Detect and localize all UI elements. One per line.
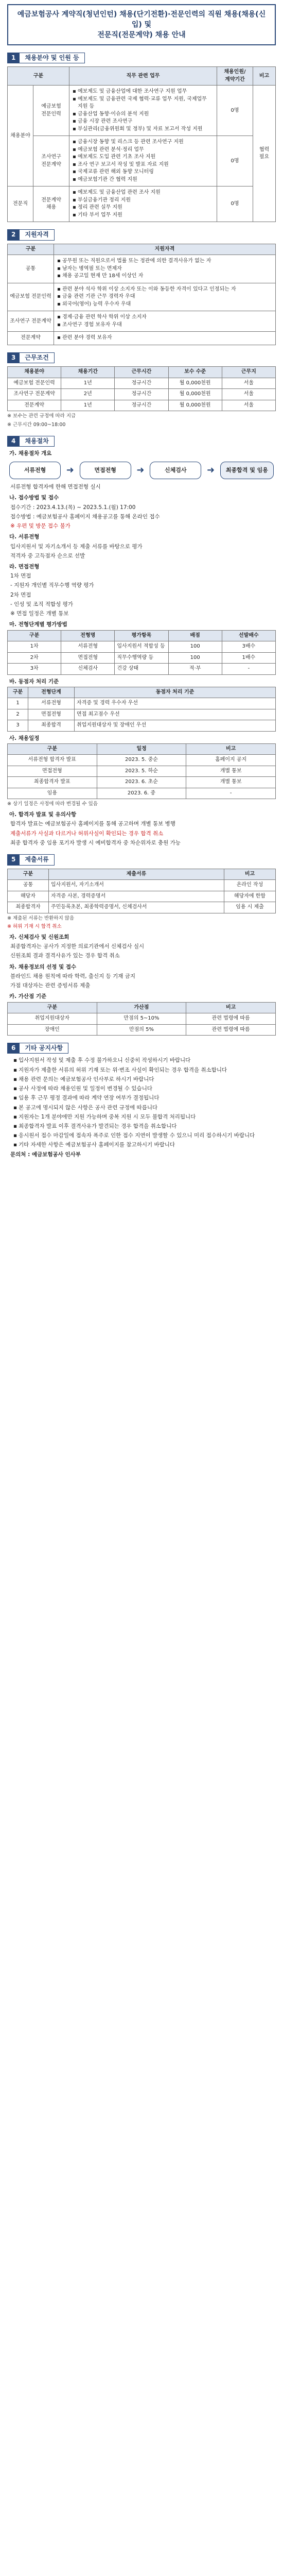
table-cell: 최종합격자 (8, 902, 49, 913)
table-cell: 3 (8, 720, 28, 732)
list-item: ▪ 관련 분야 석사 학위 이상 소지자 또는 이와 동등한 자격이 있다고 인정되는 자 (62, 286, 273, 294)
table-header: 가산점 (97, 1002, 186, 1013)
table-cell: 취업지원대상자 및 장애인 우선 (75, 720, 276, 732)
subheading: 마. 전형단계별 평가방법 (9, 621, 67, 628)
table-cell: 협력 필요 (253, 86, 276, 222)
list-item: ▪ 예금보험기관 간 협력 지원 (78, 176, 215, 184)
table-header: 일정 (97, 743, 186, 755)
subheading: 카. 가산점 기준 (9, 993, 47, 1000)
title-box (7, 4, 276, 45)
arrow-right-icon: ➜ (136, 465, 145, 476)
section-title: 채용절차 (20, 436, 54, 447)
process-flow (9, 462, 274, 479)
table-header: 채용기간 (61, 367, 115, 378)
table-header: 비고 (186, 743, 276, 755)
table-header: 구분 (8, 687, 28, 698)
table-cell: 0명 (217, 187, 253, 222)
table-cell: 1년 (61, 400, 115, 411)
section-header (7, 53, 276, 63)
list-item: ▪ 국제교류 관련 해외 동향 모니터링 (78, 168, 215, 176)
table-cell: 조사연구 전문계약 (8, 389, 61, 400)
table-cell: - (186, 788, 276, 799)
list-item: ▪ 조사 연구 보고서 작성 및 발표 자료 지원 (78, 161, 215, 169)
subheading: 라. 면접전형 (9, 564, 40, 570)
section-title: 제출서류 (20, 854, 54, 865)
table-header: 구분 (8, 1002, 97, 1013)
table-row (8, 880, 276, 891)
table-row (8, 698, 276, 709)
section-header (7, 229, 276, 240)
table-header: 보수 수준 (168, 367, 222, 378)
list-item: ▪ 응시원서 접수 마감일에 접속자 폭주로 인한 접수 지연이 발생할 수 있으니 미리 접수하시기 바랍니다 (19, 1132, 276, 1140)
page-title-line1: 예금보험공사 계약직(청년인턴) 채용(단기전환)·전문인력의 직원 채용(채용(신입) 및 (17, 10, 266, 29)
table-cell: 월 0,000천원 (168, 389, 222, 400)
list-item: ▪ 금융시장 동향 및 리스크 등 관련 조사연구 지원 (78, 139, 215, 146)
table-cell: 0명 (217, 86, 253, 136)
arrow-right-icon: ➜ (207, 465, 215, 476)
table-row (8, 332, 276, 345)
table-row (8, 389, 276, 400)
table-cell: 100 (168, 641, 222, 653)
table-cell: 임용 시 제출 (224, 902, 276, 913)
table-cell: 0명 (217, 136, 253, 187)
table-cell: 전문계약 (8, 400, 61, 411)
list-item: ▪ 예보제도 및 금융산업에 대한 조사연구 지원 업무 (78, 88, 215, 96)
table-cell (54, 332, 276, 345)
qual-list (56, 258, 273, 280)
table-row (8, 255, 276, 283)
table-row (8, 1013, 276, 1025)
table-cell: 예금보험 전문인력 (8, 378, 61, 389)
list-item: ▪ 지원자가 제출한 서류의 허위 기재 또는 위·변조 사실이 확인되는 경우 합격을 취소합니다 (19, 1066, 276, 1074)
table-row (8, 187, 276, 222)
flow-step: 최종합격 및 임용 (220, 462, 274, 479)
table-cell: 서류전형 (28, 698, 75, 709)
paragraph: 접수방법 : 예금보험공사 홈페이지 채용공고를 통해 온라인 접수 (10, 513, 160, 520)
qualification-table (7, 244, 276, 345)
table-cell: 면접 최고점수 우선 (75, 709, 276, 720)
paragraph: 2차 면접 (10, 591, 31, 598)
schedule-table (7, 743, 276, 800)
list-item: ▪ 예보제도 및 금융산업 관련 조사 지원 (78, 189, 215, 197)
note: ※ 제출된 서류는 반환하지 않음 (7, 915, 75, 921)
duty-list (72, 88, 215, 133)
table-cell: 주민등록초본, 최종학력증명서, 신체검사서 (49, 902, 224, 913)
table-cell: 해당자에 한함 (224, 891, 276, 902)
list-item: ▪ 공사 사정에 따라 채용인원 및 일정이 변경될 수 있습니다 (19, 1085, 276, 1093)
table-header: 전형단계 (28, 687, 75, 698)
table-cell: 면접전형 (8, 766, 97, 777)
table-cell: 면접전형 (28, 709, 75, 720)
section-2 (7, 229, 276, 345)
table-cell: 관련 법령에 따름 (186, 1013, 276, 1025)
table-header: 근무시간 (115, 367, 168, 378)
page-title-line2: 전문직(전문계약) 채용 안내 (97, 31, 186, 39)
list-item: ▪ 부실관리(금융위원회 및 정부) 및 자료 보고서 작성 지원 (78, 126, 215, 133)
table-cell: 장애인 (8, 1024, 97, 1036)
paragraph: ※ 면접 일정은 개별 통보 (10, 611, 69, 617)
paragraph: 1차 면접 (10, 573, 31, 580)
list-item: ▪ 조사연구 경험 보유자 우대 (62, 321, 273, 329)
table-cell: 정규시간 (115, 389, 168, 400)
table-cell: 입사지원서, 자기소개서 (49, 880, 224, 891)
table-cell: 채용분야 (8, 86, 33, 187)
arrow-right-icon: ➜ (66, 465, 74, 476)
table-cell: 1 (8, 698, 28, 709)
flow-step: 면접전형 (80, 462, 131, 479)
table-header: 직무 관련 업무 (69, 67, 217, 86)
table-cell: 3차 (8, 664, 61, 675)
section-number: 6 (7, 1043, 20, 1054)
section-number: 1 (7, 53, 20, 63)
tie-break-table (7, 687, 276, 732)
section-header (7, 436, 276, 447)
table-cell: 최종합격자 발표 (8, 777, 97, 788)
table-row (8, 400, 276, 411)
table-cell: 2 (8, 709, 28, 720)
list-item: ▪ 금융 시장 관련 조사연구 (78, 118, 215, 126)
table-cell: 적·부 (168, 664, 222, 675)
work-condition-table (7, 366, 276, 411)
table-cell: 100 (168, 652, 222, 664)
table-cell: 자격증 사본, 경력증명서 (49, 891, 224, 902)
table-cell: 임용 (8, 788, 97, 799)
subheading: 바. 동점자 처리 기준 (9, 678, 59, 685)
section-3 (7, 352, 276, 429)
section-6 (7, 1043, 276, 1159)
table-header: 비고 (224, 869, 276, 880)
table-header: 근무지 (222, 367, 275, 378)
subheading: 차. 채용정보의 선정 및 접수 (9, 963, 77, 970)
table-cell: 해당자 (8, 891, 49, 902)
section-number: 3 (7, 352, 20, 363)
notice-list (7, 1057, 276, 1149)
list-item: ▪ 금융산업 동향·이슈의 분석 지원 (78, 111, 215, 118)
table-header: 동점자 처리 기준 (75, 687, 276, 698)
table-header: 구분 (8, 630, 61, 641)
list-item: ▪ 부실금융기관 정리 지원 (78, 197, 215, 205)
table-row (8, 283, 276, 311)
list-item: ▪ 예금보험 관련 분석·정리 업무 (78, 146, 215, 154)
table-cell (54, 311, 276, 332)
table-cell: 조사연구 전문계약 (33, 136, 69, 187)
paragraph: 제출서류가 사실과 다르거나 허위사실이 확인되는 경우 합격 취소 (10, 830, 164, 837)
section-header (7, 352, 276, 363)
table-header: 배점 (168, 630, 222, 641)
table-header: 선발배수 (222, 630, 275, 641)
section-5 (7, 854, 276, 1036)
table-cell: 개별 통보 (186, 766, 276, 777)
list-item: ▪ 예보제도 도입 관련 기초 조사 지원 (78, 154, 215, 161)
table-cell: 공통 (8, 255, 54, 283)
qual-list (56, 286, 273, 309)
table-cell: 정규시간 (115, 378, 168, 389)
list-item: ▪ 채용 관련 문의는 예금보험공사 인사부로 하시기 바랍니다 (19, 1076, 276, 1083)
table-cell (54, 255, 276, 283)
subheading: 나. 접수방법 및 접수 (9, 495, 59, 501)
table-row (8, 652, 276, 664)
list-item: ▪ 기타 자세한 사항은 예금보험공사 홈페이지를 참고하시기 바랍니다 (19, 1141, 276, 1149)
table-cell: 신체검사 (61, 664, 115, 675)
table-cell: 1차 (8, 641, 61, 653)
list-item: ▪ 지원자는 1개 분야에만 지원 가능하며 중복 지원 시 모두 불합격 처리됩니다 (19, 1113, 276, 1121)
table-cell: 예금보험 전문인력 (33, 86, 69, 136)
table-cell: 2023. 5. 하순 (97, 766, 186, 777)
flow-step: 서류전형 (9, 462, 61, 479)
table-cell: 서울 (222, 378, 275, 389)
section-header (7, 854, 276, 865)
list-item: ▪ 예보제도 및 금융관련 국제 협력·교류 업무 지원, 국제업무 지원 등 (78, 96, 215, 111)
table-row (8, 755, 276, 766)
table-header: 지원자격 (54, 244, 276, 255)
paragraph: 입사지원서 및 자기소개서 등 제출 서류를 바탕으로 평가 (10, 543, 143, 550)
section-4 (7, 436, 276, 847)
table-row (8, 891, 276, 902)
paragraph: 블라인드 채용 원칙에 따라 학력, 출신지 등 기재 금지 (10, 973, 136, 979)
table-header: 비고 (253, 67, 276, 86)
table-cell (54, 283, 276, 311)
section-1 (7, 53, 276, 222)
table-row (8, 709, 276, 720)
table-header: 구분 (8, 743, 97, 755)
table-header: 평가항목 (115, 630, 168, 641)
table-cell (69, 86, 217, 136)
table-row (8, 720, 276, 732)
section-title: 지원자격 (20, 229, 54, 240)
table-cell: 자격증 및 경력 우수자 우선 (75, 698, 276, 709)
list-item: ▪ 공무원 또는 직원으로서 법률 또는 정관에 의한 결격사유가 없는 자 (62, 258, 273, 265)
table-row (8, 641, 276, 653)
table-row (8, 777, 276, 788)
table-cell: 취업지원대상자 (8, 1013, 97, 1025)
subheading: 다. 서류전형 (9, 534, 40, 540)
duty-list (72, 139, 215, 183)
table-cell: 입사지원서 적합성 등 (115, 641, 168, 653)
list-item: ▪ 채용 공고일 현재 만 18세 이상인 자 (62, 273, 273, 280)
paragraph: 적격자 중 고득점자 순으로 선발 (10, 552, 85, 559)
list-item: ▪ 임용 후 근무 평정 결과에 따라 계약 연장 여부가 결정됩니다 (19, 1094, 276, 1102)
table-cell: 면접전형 (61, 652, 115, 664)
paragraph: - 인성 및 조직 적합성 평가 (10, 601, 73, 607)
list-item: ▪ 외국어(영어) 능력 우수자 우대 (62, 301, 273, 309)
table-row (8, 1024, 276, 1036)
flow-step: 신체검사 (150, 462, 201, 479)
qual-list (56, 314, 273, 329)
table-cell: 3배수 (222, 641, 275, 653)
table-row (8, 766, 276, 777)
table-cell: - (222, 664, 275, 675)
table-cell: 서류전형 (61, 641, 115, 653)
paragraph: 최종합격자는 공사가 지정한 의료기관에서 신체검사 실시 (10, 943, 145, 950)
evaluation-table (7, 630, 276, 675)
table-cell: 관련 법령에 따름 (186, 1024, 276, 1036)
paragraph: 합격자 발표는 예금보험공사 홈페이지를 통해 공고하며 개별 통보 병행 (10, 821, 175, 827)
paragraph: 신원조회 결과 결격사유가 있는 경우 합격 취소 (10, 953, 120, 959)
list-item: ▪ 최종합격자 발표 이후 결격사유가 발견되는 경우 합격을 취소합니다 (19, 1123, 276, 1130)
table-cell: 서울 (222, 389, 275, 400)
paragraph: 최종 합격자 중 임용 포기자 발생 시 예비합격자 중 차순위자로 충원 가능 (10, 839, 181, 846)
note: ※ 근무시간 09:00~18:00 (7, 421, 66, 428)
paragraph: - 지원자 개인별 직무수행 역량 평가 (10, 582, 94, 589)
subheading: 가. 채용절차 개요 (9, 450, 52, 457)
qual-list (56, 334, 273, 342)
table-cell: 만점의 5% (97, 1024, 186, 1036)
table-cell: 전문계약 (8, 332, 54, 345)
list-item: ▪ 정리 관련 실무 지원 (78, 204, 215, 212)
table-row (8, 664, 276, 675)
table-header: 채용인원/계약기간 (217, 67, 253, 86)
section-title: 기타 공지사항 (20, 1043, 68, 1054)
list-item: ▪ 기타 부서 업무 지원 (78, 212, 215, 219)
subheading: 아. 합격자 발표 및 유의사항 (9, 811, 77, 818)
table-row (8, 86, 276, 136)
table-cell: 공통 (8, 880, 49, 891)
contact-info: 문의처 : 예금보험공사 인사부 (10, 1151, 81, 1158)
table-header: 구분 (8, 67, 69, 86)
table-header: 채용분야 (8, 367, 61, 378)
section-number: 2 (7, 229, 20, 240)
section-number: 4 (7, 436, 20, 447)
list-item: ▪ 남자는 병역필 또는 면제자 (62, 265, 273, 273)
table-cell: 2023. 6. 초순 (97, 777, 186, 788)
list-item: ▪ 금융 관련 기관 근무 경력자 우대 (62, 293, 273, 301)
table-header: 비고 (186, 1002, 276, 1013)
section-title: 채용분야 및 인원 등 (20, 53, 84, 63)
table-cell: 예금보험 전문인력 (8, 283, 54, 311)
table-cell: 전문직 (8, 187, 33, 222)
table-cell: 전문계약 채용 (33, 187, 69, 222)
table-cell: 직무수행역량 등 (115, 652, 168, 664)
table-cell: 정규시간 (115, 400, 168, 411)
paragraph: 가점 대상자는 관련 증빙서류 제출 (10, 982, 91, 989)
paragraph: 서류전형 합격자에 한해 면접전형 실시 (10, 484, 101, 490)
table-cell: 월 0,000천원 (168, 400, 222, 411)
table-cell: 건강 상태 (115, 664, 168, 675)
section-number: 5 (7, 854, 20, 865)
table-row (8, 311, 276, 332)
table-cell: 월 0,000천원 (168, 378, 222, 389)
table-cell: 2차 (8, 652, 61, 664)
table-row (8, 136, 276, 187)
recruit-field-table (7, 66, 276, 222)
table-cell: 1년 (61, 378, 115, 389)
list-item: ▪ 경제·금융 관련 학사 학위 이상 소지자 (62, 314, 273, 321)
table-cell: 온라인 작성 (224, 880, 276, 891)
table-cell: 서류전형 합격자 발표 (8, 755, 97, 766)
table-header: 구분 (8, 244, 54, 255)
bonus-table (7, 1002, 276, 1036)
table-header: 구분 (8, 869, 49, 880)
duty-list (72, 189, 215, 219)
table-row (8, 378, 276, 389)
note: ※ 상기 일정은 사정에 따라 변경될 수 있음 (7, 801, 98, 807)
table-cell: 개별 통보 (186, 777, 276, 788)
table-cell (69, 187, 217, 222)
paragraph: 접수기간 : 2023.4.13.(목) ~ 2023.5.1.(월) 17:00 (10, 504, 136, 511)
table-header: 제출서류 (49, 869, 224, 880)
table-cell: 2023. 6. 중 (97, 788, 186, 799)
table-cell (69, 136, 217, 187)
section-header (7, 1043, 276, 1054)
list-item: ▪ 관련 분야 경력 보유자 (62, 334, 273, 342)
table-cell: 2년 (61, 389, 115, 400)
table-cell: 만점의 5~10% (97, 1013, 186, 1025)
table-cell: 1배수 (222, 652, 275, 664)
note: ※ 허위 기재 시 합격 취소 (7, 924, 62, 930)
list-item: ▪ 본 공고에 명시되지 않은 사항은 공사 관련 규정에 따릅니다 (19, 1104, 276, 1112)
table-row (8, 788, 276, 799)
list-item: ▪ 입사지원서 작성 및 제출 후 수정 불가하오니 신중히 작성하시기 바랍니다 (19, 1057, 276, 1064)
table-row (8, 902, 276, 913)
table-cell: 2023. 5. 중순 (97, 755, 186, 766)
documents-table (7, 869, 276, 913)
table-cell: 조사연구 전문계약 (8, 311, 54, 332)
note: ※ 보수는 관련 규정에 따라 지급 (7, 413, 76, 419)
table-header: 전형명 (61, 630, 115, 641)
table-cell: 홈페이지 공지 (186, 755, 276, 766)
paragraph: ※ 우편 및 방문 접수 불가 (10, 523, 70, 530)
subheading: 자. 신체검사 및 신원조회 (9, 934, 69, 941)
table-cell: 최종합격 (28, 720, 75, 732)
section-title: 근무조건 (20, 352, 54, 363)
subheading: 사. 채용일정 (9, 735, 40, 741)
table-cell: 서울 (222, 400, 275, 411)
